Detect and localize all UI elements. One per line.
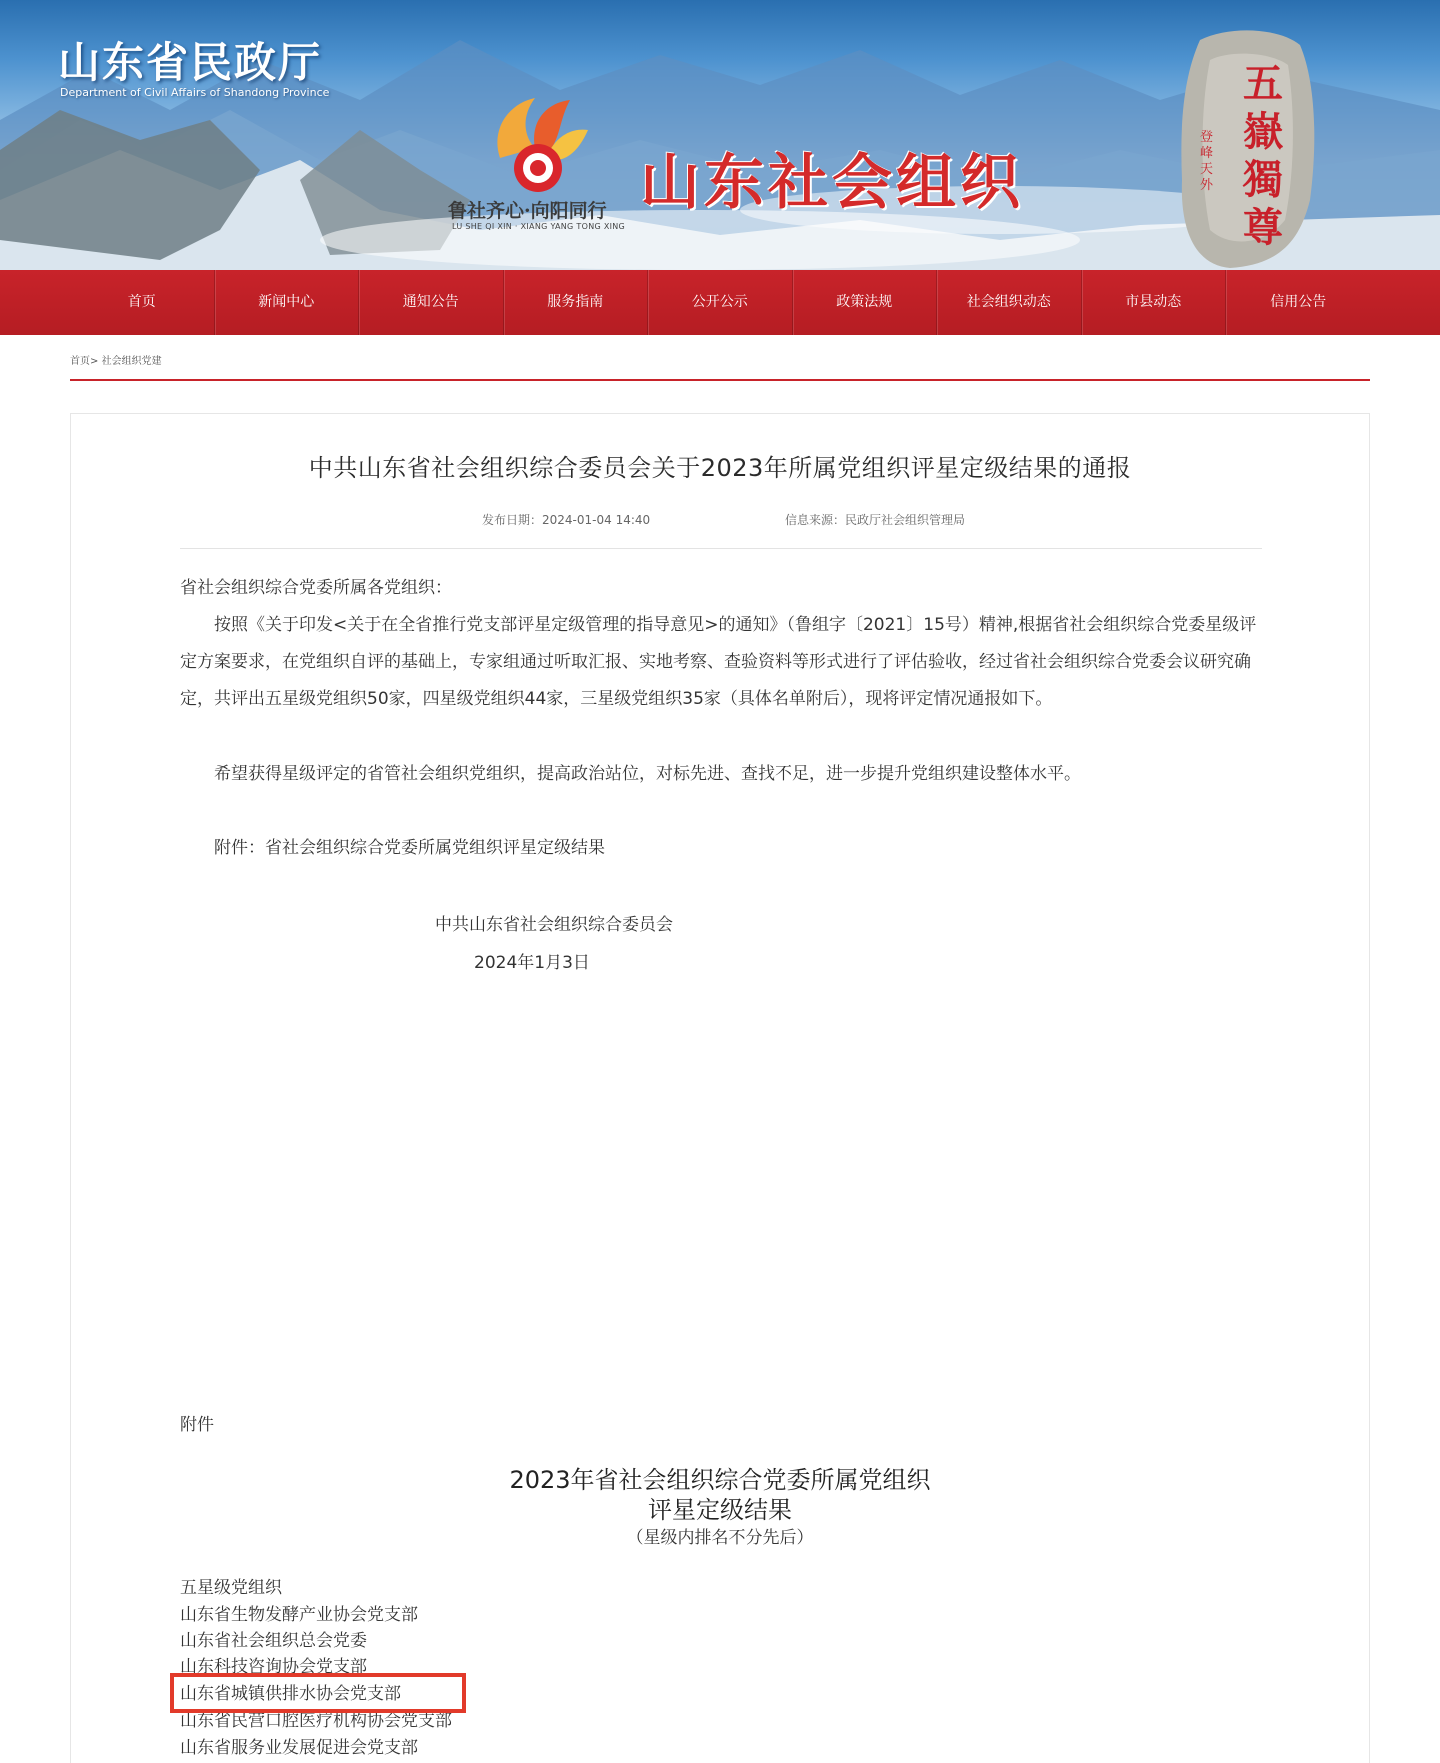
rock-sub-inscription: 登峰天外 [1200, 130, 1214, 193]
list-item: 山东省生物发酵产业协会党支部 [180, 1605, 418, 1625]
list-item: 山东科技咨询协会党支部 [180, 1657, 367, 1677]
nav-item-service-guide[interactable]: 服务指南 [504, 270, 649, 335]
site-name-en: Department of Civil Affairs of Shandong Province [60, 86, 330, 99]
slogan: 鲁社齐心·向阳同行 [448, 200, 607, 222]
nav-item-public-disclosure[interactable]: 公开公示 [648, 270, 793, 335]
rock-char: 獨 [1243, 156, 1283, 203]
highlight-annotation-box [170, 1673, 466, 1713]
site-name[interactable]: 山东省民政厅 [58, 38, 323, 87]
nav-item-policies[interactable]: 政策法规 [793, 270, 938, 335]
info-source-label: 信息来源： [785, 513, 846, 527]
info-source [785, 511, 965, 528]
list-item: 山东省社会组织总会党委 [180, 1631, 367, 1651]
attachment-line: 附件：省社会组织综合党委所属党组织评星定级结果 [214, 838, 605, 858]
breadcrumb-home-link[interactable]: 首页> [70, 356, 99, 367]
annex-note: （星级内排名不分先后） [626, 1528, 814, 1548]
brand-logo-icon [480, 88, 590, 198]
site-banner [0, 0, 1440, 270]
body-paragraph-2: 希望获得星级评定的省管社会组织党组织，提高政治站位，对标先进、查找不足，进一步提升党组织建设整体水平。 [214, 764, 1081, 784]
breadcrumb [70, 352, 162, 367]
publish-date-value: 2024-01-04 14:40 [542, 513, 651, 527]
nav-item-notices[interactable]: 通知公告 [359, 270, 504, 335]
brand-title: 山东社会组织 [640, 148, 1024, 218]
annex-title-line-2: 评星定级结果 [648, 1496, 792, 1524]
list-item: 山东省城镇供排水协会党支部 [180, 1684, 401, 1704]
rock-char: 尊 [1243, 204, 1283, 251]
breadcrumb-current-link[interactable]: 社会组织党建 [101, 356, 162, 367]
signature: 中共山东省社会组织综合委员会 [435, 915, 673, 935]
rock-inscription [1238, 60, 1288, 252]
rock-char: 五 [1243, 60, 1283, 107]
list-item: 山东省民营口腔医疗机构协会党支部 [180, 1711, 452, 1731]
article-title: 中共山东省社会组织综合委员会关于2023年所属党组织评星定级结果的通报 [308, 454, 1132, 482]
publish-date-label: 发布日期： [482, 513, 543, 527]
salutation: 省社会组织综合党委所属各党组织： [180, 578, 452, 598]
nav-item-city-news[interactable]: 市县动态 [1082, 270, 1227, 335]
section-heading: 五星级党组织 [180, 1578, 282, 1598]
rock-char: 嶽 [1243, 108, 1283, 155]
list-item: 山东省服务业发展促进会党支部 [180, 1738, 418, 1758]
slogan-en: LU SHE QI XIN · XIANG YANG TONG XING [452, 222, 626, 231]
sign-date: 2024年1月3日 [474, 953, 590, 973]
info-source-value: 民政厅社会组织管理局 [845, 513, 966, 527]
main-nav [0, 270, 1440, 335]
meta-divider [180, 548, 1262, 549]
nav-item-org-news[interactable]: 社会组织动态 [937, 270, 1082, 335]
nav-item-credit[interactable]: 信用公告 [1270, 294, 1327, 310]
publish-date [482, 511, 650, 528]
nav-item-home[interactable]: 首页 [70, 270, 215, 335]
breadcrumb-divider [70, 379, 1370, 381]
annex-title-line-1: 2023年省社会组织综合党委所属党组织 [509, 1466, 931, 1494]
annex-label: 附件 [180, 1415, 214, 1435]
body-paragraph-1: 按照《关于印发<关于在全省推行党支部评星定级管理的指导意见>的通知》（鲁组字〔2021〕15号）精神,根据省社会组织综合党委星级评定方案要求，在党组织自评的基础上，专家组通过听取汇报、实地考察、查验资料等形式进行了评估验收，经过省社会组织综合党委会议研究确定，共评出五星级党组织50家，四星级党组织44家，三星级党组织35家（具体名单附后），现将评定情况通报如下。 [180, 615, 1257, 709]
nav-item-news[interactable]: 新闻中心 [215, 270, 360, 335]
